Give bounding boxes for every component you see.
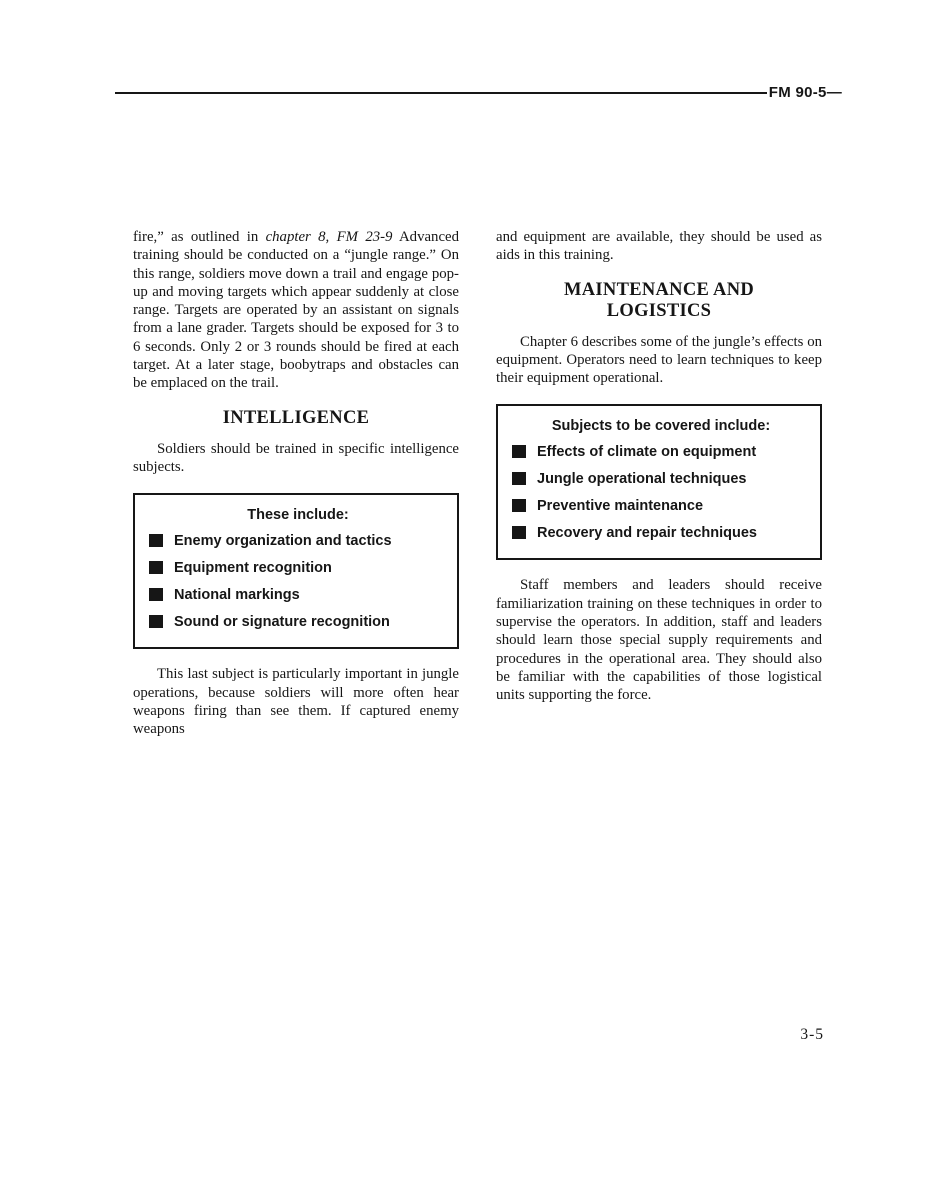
left-column xyxy=(133,228,459,738)
list-item xyxy=(512,444,810,461)
list-item-label: Enemy organization and tactics xyxy=(174,533,392,550)
two-column-body xyxy=(133,228,823,738)
paragraph-text: fire,” as outlined in xyxy=(133,229,266,245)
list-item-label: Recovery and repair techniques xyxy=(537,525,757,542)
reference-citation: chapter 8, FM 23-9 xyxy=(265,229,393,245)
paragraph-text: Advanced training should be conducted on a “jungle range.” On this range, soldiers move down a trail and engage pop-up and moving targets which appear suddenly at close range. Targets are operated by an assistant on signals from a lane grader. Targets should be exposed for 3 to 6 seconds. Only 2 or 3 rounds should be fired at each target. At a later stage, boobytraps and obstacles can be emplaced on the trail. xyxy=(133,229,459,392)
paragraph: Staff members and leaders should receive familiarization training on these techniques in order to supervise the operators. In addition, staff and leaders should learn those special supply requirements and procedures in the operational area. They should also be familiar with the capabilities of those logistical units supporting the force. xyxy=(496,577,822,704)
list-item-label: Sound or signature recognition xyxy=(174,614,390,631)
boxed-list-maintenance xyxy=(496,404,822,560)
header-label: FM 90-5— xyxy=(768,84,842,101)
bullet-square-icon xyxy=(512,472,526,485)
list-item xyxy=(512,498,810,515)
page-number: 3-5 xyxy=(800,1026,824,1043)
right-column xyxy=(496,228,822,738)
list-item-label: Jungle operational techniques xyxy=(537,471,747,488)
bullet-square-icon xyxy=(512,499,526,512)
heading-line: MAINTENANCE AND xyxy=(563,279,755,300)
paragraph: Soldiers should be trained in specific intelligence subjects. xyxy=(133,440,459,475)
box-title: Subjects to be covered include: xyxy=(551,418,771,435)
box-title: These include: xyxy=(247,507,349,524)
section-heading-intelligence: INTELLIGENCE xyxy=(222,407,370,428)
header-rule xyxy=(115,92,767,94)
boxed-list-intelligence xyxy=(133,493,459,649)
bullet-square-icon xyxy=(149,534,163,547)
list-item xyxy=(149,614,447,631)
list-item-label: Effects of climate on equipment xyxy=(537,444,757,461)
list-item xyxy=(149,533,447,550)
paragraph: This last subject is particularly important in jungle operations, because soldiers will more often hear weapons firing than see them. If captured enemy weapons xyxy=(133,666,459,738)
bullet-square-icon xyxy=(512,445,526,458)
list-item xyxy=(149,560,447,577)
list-item-label: Equipment recognition xyxy=(174,560,332,577)
list-item xyxy=(149,587,447,604)
section-heading-maintenance-logistics xyxy=(496,280,822,322)
list-item-label: Preventive maintenance xyxy=(537,498,704,515)
bullet-square-icon xyxy=(149,588,163,601)
bullet-square-icon xyxy=(149,615,163,628)
heading-line: LOGISTICS xyxy=(606,300,712,321)
list-item xyxy=(512,525,810,542)
paragraph: Chapter 6 describes some of the jungle’s effects on equipment. Operators need to learn techniques to keep their equipment operational. xyxy=(496,333,822,387)
bullet-square-icon xyxy=(149,561,163,574)
page-header xyxy=(115,84,842,101)
box-list xyxy=(512,444,810,542)
list-item-label: National markings xyxy=(174,587,300,604)
bullet-square-icon xyxy=(512,526,526,539)
paragraph-continuation xyxy=(133,228,459,393)
paragraph-continuation: and equipment are available, they should be used as aids in this training. xyxy=(496,229,822,264)
box-list xyxy=(149,533,447,631)
list-item xyxy=(512,471,810,488)
